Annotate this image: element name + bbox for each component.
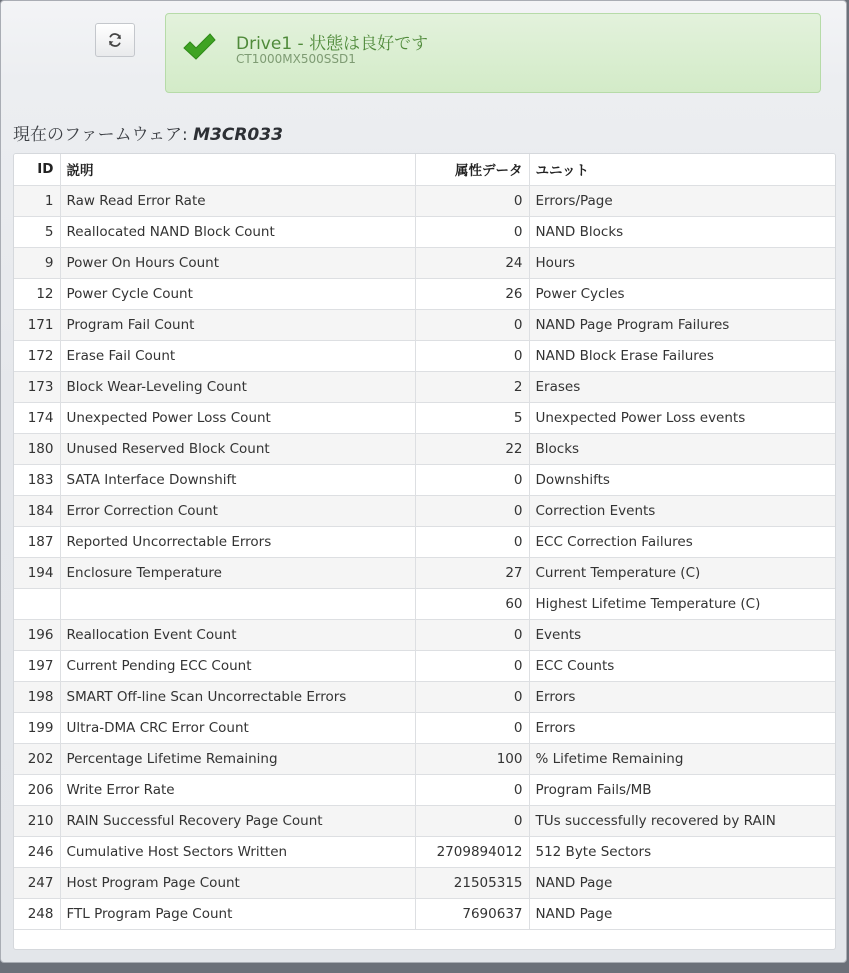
- cell-id: 199: [14, 712, 60, 743]
- cell-value: 0: [415, 805, 529, 836]
- table-row: [14, 340, 836, 371]
- cell-id: [14, 588, 60, 619]
- cell-id: 187: [14, 526, 60, 557]
- table-row: [14, 185, 836, 216]
- table-row: [14, 712, 836, 743]
- table-row: [14, 681, 836, 712]
- cell-description: Unexpected Power Loss Count: [60, 402, 415, 433]
- cell-value: 0: [415, 681, 529, 712]
- table-row: [14, 774, 836, 805]
- cell-id: 210: [14, 805, 60, 836]
- cell-unit: ECC Counts: [529, 650, 836, 681]
- firmware-version: M3CR033: [193, 125, 283, 145]
- cell-description: Program Fail Count: [60, 309, 415, 340]
- cell-id: 172: [14, 340, 60, 371]
- cell-description: Raw Read Error Rate: [60, 185, 415, 216]
- cell-description: Ultra-DMA CRC Error Count: [60, 712, 415, 743]
- table-row: [14, 216, 836, 247]
- table-row: [14, 650, 836, 681]
- cell-unit: Unexpected Power Loss events: [529, 402, 836, 433]
- cell-value: 5: [415, 402, 529, 433]
- cell-value: 0: [415, 185, 529, 216]
- cell-value: 21505315: [415, 867, 529, 898]
- cell-id: 173: [14, 371, 60, 402]
- cell-value: 0: [415, 712, 529, 743]
- table-row: [14, 557, 836, 588]
- cell-value: 26: [415, 278, 529, 309]
- table-row: [14, 278, 836, 309]
- status-title: Drive1 - 状態は良好です: [236, 34, 429, 54]
- cell-unit: Correction Events: [529, 495, 836, 526]
- cell-id: 206: [14, 774, 60, 805]
- check-icon: [182, 32, 216, 62]
- cell-id: 5: [14, 216, 60, 247]
- cell-value: 0: [415, 619, 529, 650]
- status-alert: [165, 13, 821, 93]
- cell-value: 24: [415, 247, 529, 278]
- table-header-row: [14, 154, 836, 185]
- cell-unit: NAND Page: [529, 898, 836, 929]
- table-row: [14, 898, 836, 929]
- cell-description: Power Cycle Count: [60, 278, 415, 309]
- table-row: [14, 371, 836, 402]
- cell-id: 247: [14, 867, 60, 898]
- cell-description: FTL Program Page Count: [60, 898, 415, 929]
- cell-value: 27: [415, 557, 529, 588]
- cell-value: 2: [415, 371, 529, 402]
- cell-id: 1: [14, 185, 60, 216]
- table-row: [14, 433, 836, 464]
- cell-unit: NAND Page: [529, 867, 836, 898]
- cell-unit: Downshifts: [529, 464, 836, 495]
- table-row: [14, 526, 836, 557]
- cell-id: 184: [14, 495, 60, 526]
- cell-value: 22: [415, 433, 529, 464]
- cell-unit: Power Cycles: [529, 278, 836, 309]
- cell-description: Enclosure Temperature: [60, 557, 415, 588]
- cell-unit: ECC Correction Failures: [529, 526, 836, 557]
- cell-description: Write Error Rate: [60, 774, 415, 805]
- cell-value: 0: [415, 216, 529, 247]
- header-description: 説明: [60, 154, 415, 185]
- cell-value: 0: [415, 774, 529, 805]
- cell-unit: 512 Byte Sectors: [529, 836, 836, 867]
- header-id: ID: [14, 154, 60, 185]
- cell-description: Cumulative Host Sectors Written: [60, 836, 415, 867]
- header-unit: ユニット: [529, 154, 836, 185]
- cell-value: 7690637: [415, 898, 529, 929]
- firmware-label: 現在のファームウェア:: [13, 125, 188, 145]
- cell-id: 174: [14, 402, 60, 433]
- cell-description: Percentage Lifetime Remaining: [60, 743, 415, 774]
- cell-value: 0: [415, 495, 529, 526]
- cell-description: Reported Uncorrectable Errors: [60, 526, 415, 557]
- cell-description: RAIN Successful Recovery Page Count: [60, 805, 415, 836]
- table-row: [14, 464, 836, 495]
- table-row: [14, 805, 836, 836]
- table-row: [14, 867, 836, 898]
- cell-unit: Erases: [529, 371, 836, 402]
- cell-unit: % Lifetime Remaining: [529, 743, 836, 774]
- cell-description: Reallocated NAND Block Count: [60, 216, 415, 247]
- cell-description: Reallocation Event Count: [60, 619, 415, 650]
- cell-description: Host Program Page Count: [60, 867, 415, 898]
- table-row: [14, 495, 836, 526]
- cell-unit: Current Temperature (C): [529, 557, 836, 588]
- smart-table-container: [13, 153, 836, 950]
- cell-unit: NAND Page Program Failures: [529, 309, 836, 340]
- table-row: [14, 247, 836, 278]
- cell-unit: Blocks: [529, 433, 836, 464]
- cell-description: Power On Hours Count: [60, 247, 415, 278]
- cell-value: 100: [415, 743, 529, 774]
- table-row: [14, 836, 836, 867]
- cell-unit: Program Fails/MB: [529, 774, 836, 805]
- cell-unit: TUs successfully recovered by RAIN: [529, 805, 836, 836]
- cell-value: 0: [415, 526, 529, 557]
- refresh-icon: [107, 32, 123, 48]
- firmware-line: [13, 120, 283, 145]
- cell-value: 2709894012: [415, 836, 529, 867]
- cell-id: 202: [14, 743, 60, 774]
- cell-id: 12: [14, 278, 60, 309]
- cell-id: 248: [14, 898, 60, 929]
- cell-value: 0: [415, 650, 529, 681]
- cell-id: 194: [14, 557, 60, 588]
- cell-description: Block Wear-Leveling Count: [60, 371, 415, 402]
- cell-value: 60: [415, 588, 529, 619]
- cell-description: Error Correction Count: [60, 495, 415, 526]
- cell-unit: Errors/Page: [529, 185, 836, 216]
- cell-id: 246: [14, 836, 60, 867]
- cell-description: [60, 588, 415, 619]
- drive-model: CT1000MX500SSD1: [236, 52, 356, 66]
- smart-attributes-table: [14, 154, 836, 930]
- table-row: [14, 309, 836, 340]
- cell-id: 9: [14, 247, 60, 278]
- refresh-button[interactable]: [95, 23, 135, 57]
- cell-unit: Hours: [529, 247, 836, 278]
- cell-description: SMART Off-line Scan Uncorrectable Errors: [60, 681, 415, 712]
- table-row: [14, 402, 836, 433]
- cell-unit: Highest Lifetime Temperature (C): [529, 588, 836, 619]
- cell-unit: Errors: [529, 712, 836, 743]
- cell-description: Unused Reserved Block Count: [60, 433, 415, 464]
- cell-unit: NAND Blocks: [529, 216, 836, 247]
- header-value: 属性データ: [415, 154, 529, 185]
- cell-unit: Events: [529, 619, 836, 650]
- cell-unit: Errors: [529, 681, 836, 712]
- cell-value: 0: [415, 340, 529, 371]
- cell-description: Erase Fail Count: [60, 340, 415, 371]
- cell-description: SATA Interface Downshift: [60, 464, 415, 495]
- cell-id: 196: [14, 619, 60, 650]
- cell-id: 171: [14, 309, 60, 340]
- cell-description: Current Pending ECC Count: [60, 650, 415, 681]
- cell-value: 0: [415, 464, 529, 495]
- table-row: [14, 743, 836, 774]
- cell-id: 183: [14, 464, 60, 495]
- cell-id: 180: [14, 433, 60, 464]
- cell-id: 197: [14, 650, 60, 681]
- cell-unit: NAND Block Erase Failures: [529, 340, 836, 371]
- cell-id: 198: [14, 681, 60, 712]
- table-row: [14, 619, 836, 650]
- table-row: [14, 588, 836, 619]
- cell-value: 0: [415, 309, 529, 340]
